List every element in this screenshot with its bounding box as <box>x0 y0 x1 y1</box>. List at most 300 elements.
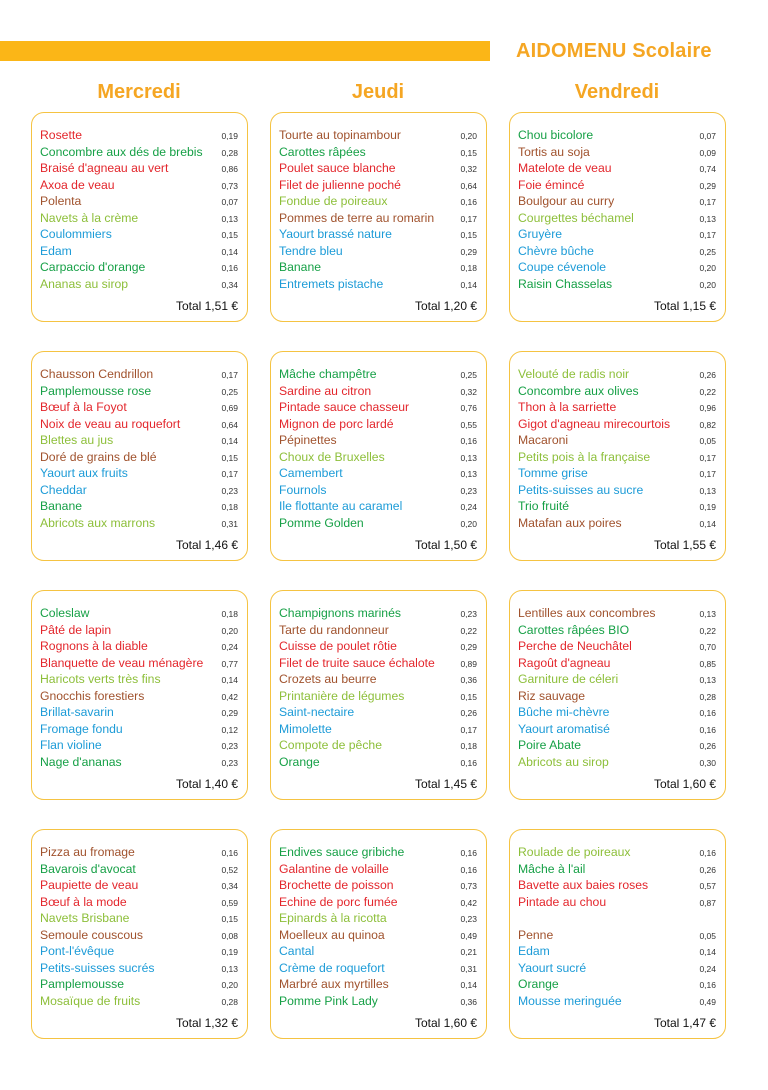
menu-item <box>518 177 716 194</box>
dish-price: 0,36 <box>460 675 477 685</box>
dish-name: Orange <box>279 754 320 769</box>
dish-name: Epinards à la ricotta <box>279 911 387 925</box>
dish-name: Pépinettes <box>279 433 337 447</box>
menu-item <box>279 927 477 944</box>
day-header-0: Mercredi <box>97 81 181 103</box>
dish-name: Brochette de poisson <box>279 878 394 892</box>
dish-name: Navets à la crème <box>40 210 139 225</box>
dish-name: Echine de porc fumée <box>279 894 398 909</box>
dish-name: Raisin Chasselas <box>518 276 613 291</box>
dish-price: 0,13 <box>699 609 716 619</box>
dish-name: Tomme grise <box>518 466 588 480</box>
dish-price: 0,24 <box>460 502 477 512</box>
dish-price: 0,05 <box>699 436 716 446</box>
dish-name: Fondue de poireaux <box>279 194 388 208</box>
dish-price: 0,16 <box>699 724 716 735</box>
menu-item <box>279 243 477 260</box>
dish-price: 0,18 <box>460 741 477 751</box>
dish-name: Saint-nectaire <box>279 705 355 719</box>
menu-item <box>518 243 716 260</box>
dish-name: Concombre aux dés de brebis <box>40 144 203 159</box>
menu-item <box>518 160 716 177</box>
day-total: Total 1,47 € <box>653 1016 716 1030</box>
dish-price: 0,14 <box>699 947 716 957</box>
dish-name: Printanière de légumes <box>279 688 405 703</box>
menu-item <box>279 177 477 194</box>
day-total: Total 1,20 € <box>414 299 477 313</box>
menu-item <box>518 861 716 878</box>
dish-price: 0,18 <box>460 263 477 273</box>
dish-name: Choux de Bruxelles <box>279 449 385 464</box>
dish-name: Tarte du randonneur <box>279 622 389 637</box>
dish-price: 0,23 <box>460 914 477 924</box>
dish-price: 0,20 <box>221 625 238 636</box>
menu-item <box>518 127 716 144</box>
menu-item <box>518 721 716 738</box>
dish-price: 0,17 <box>699 452 716 463</box>
menu-item <box>279 894 477 911</box>
dish-price: 0,14 <box>221 246 238 257</box>
menu-item <box>518 482 716 499</box>
dish-name: Edam <box>40 243 72 258</box>
menu-item <box>279 910 477 927</box>
menu-items <box>518 127 716 292</box>
dish-price: 0,15 <box>460 691 477 702</box>
dish-price: 0,16 <box>460 436 477 446</box>
dish-price: 0,49 <box>699 996 716 1007</box>
dish-name: Yaourt aux fruits <box>40 466 128 480</box>
menu-item <box>279 976 477 993</box>
menu-item <box>279 416 477 433</box>
menu-item <box>40 910 238 927</box>
dish-price: 0,96 <box>699 403 716 413</box>
menu-item <box>518 671 716 688</box>
menu-item <box>279 638 477 655</box>
dish-price: 0,77 <box>221 658 238 669</box>
dish-name: Chèvre bûche <box>518 243 594 258</box>
menu-item <box>279 861 477 878</box>
dish-name: Rosette <box>40 128 83 142</box>
dish-price: 0,14 <box>460 980 477 990</box>
dish-name: Macaroni <box>518 433 569 447</box>
dish-name: Abricots aux marrons <box>40 515 156 530</box>
day-total: Total 1,55 € <box>653 538 716 552</box>
day-total: Total 1,45 € <box>414 777 477 791</box>
dish-price: 0,09 <box>699 147 716 158</box>
dish-price: 0,12 <box>221 724 238 735</box>
dish-name: Mignon de porc lardé <box>279 416 394 431</box>
menu-item <box>279 877 477 894</box>
dish-price: 0,16 <box>699 980 716 990</box>
menu-card <box>31 590 248 800</box>
dish-name: Entremets pistache <box>279 276 384 291</box>
menu-item <box>40 276 238 293</box>
menu-item <box>518 399 716 416</box>
dish-price: 0,17 <box>699 197 716 207</box>
dish-price: 0,64 <box>221 419 238 430</box>
dish-name: Fournols <box>279 482 327 497</box>
dish-name: Concombre aux olives <box>518 383 639 398</box>
menu-item <box>40 515 238 532</box>
dish-price: 0,13 <box>699 675 716 685</box>
menu-items <box>279 844 477 1009</box>
dish-name: Tourte au topinambour <box>279 128 401 142</box>
menu-item <box>279 844 477 861</box>
dish-price: 0,17 <box>221 469 238 479</box>
dish-price: 0,05 <box>699 930 716 941</box>
dish-price: 0,19 <box>699 502 716 512</box>
menu-item <box>40 416 238 433</box>
menu-item <box>279 276 477 293</box>
brand-title: AIDOMENU Scolaire <box>516 40 712 62</box>
dish-price: 0,16 <box>221 848 238 858</box>
dish-price: 0,29 <box>221 708 238 718</box>
menu-item <box>279 144 477 161</box>
menu-item <box>40 877 238 894</box>
menu-item <box>279 688 477 705</box>
dish-price: 0,14 <box>221 436 238 446</box>
menu-item <box>518 622 716 639</box>
dish-price: 0,08 <box>221 930 238 941</box>
menu-item <box>40 449 238 466</box>
menu-item <box>40 704 238 721</box>
menu-items <box>40 366 238 531</box>
menu-card <box>31 112 248 322</box>
menu-item <box>40 226 238 243</box>
menu-item <box>518 943 716 960</box>
dish-price: 0,21 <box>460 947 477 957</box>
dish-name: Pâté de lapin <box>40 622 112 637</box>
dish-price: 0,17 <box>221 370 238 380</box>
dish-price: 0,42 <box>221 691 238 702</box>
dish-price: 0,20 <box>460 131 477 141</box>
dish-name: Velouté de radis noir <box>518 367 630 381</box>
dish-price: 0,24 <box>699 963 716 974</box>
dish-name: Banane <box>279 260 322 274</box>
menu-item <box>40 976 238 993</box>
dish-name: Carottes râpées BIO <box>518 622 630 637</box>
dish-name: Cheddar <box>40 482 87 497</box>
dish-name: Bavarois d'avocat <box>40 861 136 876</box>
menu-items <box>518 605 716 770</box>
menu-item <box>518 383 716 400</box>
menu-item <box>518 276 716 293</box>
dish-price: 0,22 <box>699 625 716 636</box>
dish-name: Crème de roquefort <box>279 960 385 975</box>
menu-item <box>40 482 238 499</box>
menu-item <box>279 226 477 243</box>
dish-name: Orange <box>518 977 559 991</box>
dish-name: Pintade au chou <box>518 894 607 909</box>
dish-price: 0,16 <box>699 848 716 858</box>
dish-price: 0,19 <box>221 131 238 141</box>
dish-name: Coleslaw <box>40 606 90 620</box>
menu-item <box>40 688 238 705</box>
dish-name: Pintade sauce chasseur <box>279 400 410 414</box>
menu-item <box>40 144 238 161</box>
menu-item <box>40 721 238 738</box>
dish-price: 0,89 <box>460 658 477 669</box>
dish-name: Nage d'ananas <box>40 754 122 769</box>
dish-price: 0,31 <box>221 518 238 529</box>
dish-name: Petits-suisses au sucre <box>518 482 644 497</box>
dish-name: Cuisse de poulet rôtie <box>279 639 397 653</box>
menu-item <box>518 432 716 449</box>
menu-items <box>279 366 477 531</box>
menu-item <box>518 960 716 977</box>
dish-name: Yaourt sucré <box>518 960 587 975</box>
dish-name: Navets Brisbane <box>40 911 130 925</box>
dish-name: Tortis au soja <box>518 144 590 159</box>
dish-price: 0,26 <box>460 708 477 718</box>
dish-name: Courgettes béchamel <box>518 210 634 225</box>
menu-item <box>518 976 716 993</box>
dish-name: Garniture de céleri <box>518 672 619 686</box>
dish-price: 0,59 <box>221 897 238 908</box>
dish-price: 0,16 <box>221 263 238 273</box>
menu-item <box>518 754 716 771</box>
dish-name: Abricots au sirop <box>518 754 609 769</box>
dish-price: 0,17 <box>460 213 477 224</box>
dish-name: Lentilles aux concombres <box>518 606 656 620</box>
dish-name: Roulade de poireaux <box>518 845 631 859</box>
menu-item <box>40 622 238 639</box>
menu-item <box>279 993 477 1010</box>
menu-item <box>279 432 477 449</box>
dish-name: Cantal <box>279 944 315 958</box>
day-total: Total 1,32 € <box>175 1016 238 1030</box>
dish-name: Pamplemousse rose <box>40 383 152 398</box>
day-total: Total 1,15 € <box>653 299 716 313</box>
dish-price: 0,76 <box>460 403 477 413</box>
dish-price: 0,20 <box>699 263 716 273</box>
dish-name: Poire Abate <box>518 738 582 752</box>
dish-name: Polenta <box>40 194 82 208</box>
dish-price: 0,22 <box>460 625 477 636</box>
menu-item <box>518 515 716 532</box>
dish-name: Riz sauvage <box>518 688 586 703</box>
dish-price: 0,23 <box>221 741 238 751</box>
dish-name: Boulgour au curry <box>518 194 615 208</box>
menu-card <box>509 590 726 800</box>
dish-name: Pont-l'évêque <box>40 944 115 958</box>
day-header-2: Vendredi <box>574 81 660 103</box>
dish-price: 0,20 <box>699 279 716 290</box>
dish-name: Perche de Neuchâtel <box>518 639 632 653</box>
dish-name: Endives sauce gribiche <box>279 845 405 859</box>
menu-item <box>279 655 477 672</box>
menu-item <box>40 861 238 878</box>
dish-price: 0,13 <box>699 213 716 224</box>
menu-item <box>279 671 477 688</box>
menu-item <box>518 638 716 655</box>
dish-price: 0,34 <box>221 279 238 290</box>
dish-price: 0,73 <box>221 180 238 191</box>
menu-item <box>40 844 238 861</box>
menu-item <box>279 482 477 499</box>
dish-name: Filet de julienne poché <box>279 177 401 192</box>
menu-item <box>518 894 716 911</box>
menu-item <box>279 210 477 227</box>
dish-price: 0,25 <box>460 370 477 380</box>
dish-name: Carpaccio d'orange <box>40 260 146 274</box>
dish-price: 0,23 <box>460 485 477 496</box>
dish-price: 0,26 <box>699 370 716 380</box>
menu-item <box>518 927 716 944</box>
dish-price: 0,26 <box>699 864 716 875</box>
menu-item <box>279 943 477 960</box>
dish-price: 0,15 <box>221 230 238 240</box>
dish-price: 0,17 <box>460 724 477 735</box>
menu-item <box>518 688 716 705</box>
dish-name: Galantine de volaille <box>279 861 389 876</box>
menu-item <box>279 127 477 144</box>
menu-item <box>279 704 477 721</box>
dish-name: Bœuf à la mode <box>40 894 127 909</box>
dish-name: Sardine au citron <box>279 383 372 398</box>
dish-price: 0,16 <box>460 197 477 207</box>
dish-name: Ile flottante au caramel <box>279 499 403 513</box>
menu-item <box>518 366 716 383</box>
dish-price: 0,29 <box>460 642 477 652</box>
dish-price: 0,24 <box>221 642 238 652</box>
dish-price: 0,19 <box>221 947 238 957</box>
dish-price: 0,22 <box>699 386 716 397</box>
menu-card <box>31 351 248 561</box>
dish-name: Crozets au beurre <box>279 672 377 686</box>
dish-name: Coulommiers <box>40 227 112 241</box>
dish-price: 0,16 <box>699 708 716 718</box>
dish-price: 0,32 <box>460 164 477 174</box>
dish-name: Banane <box>40 499 83 513</box>
dish-name: Thon à la sarriette <box>518 400 617 414</box>
menu-item <box>279 193 477 210</box>
dish-price: 0,07 <box>699 131 716 141</box>
dish-name: Poulet sauce blanche <box>279 161 396 175</box>
menu-item <box>40 259 238 276</box>
menu-item <box>40 210 238 227</box>
dish-name: Pizza au fromage <box>40 845 135 859</box>
dish-price: 0,42 <box>460 897 477 908</box>
menu-item <box>40 655 238 672</box>
day-total: Total 1,50 € <box>414 538 477 552</box>
dish-price: 0,29 <box>460 246 477 257</box>
dish-name: Chausson Cendrillon <box>40 367 154 381</box>
menu-item <box>40 399 238 416</box>
menu-item <box>279 160 477 177</box>
menu-item <box>518 416 716 433</box>
dish-price: 0,74 <box>699 164 716 174</box>
menu-item <box>40 383 238 400</box>
dish-price: 0,13 <box>221 213 238 224</box>
menu-item <box>40 943 238 960</box>
dish-price: 0,32 <box>460 386 477 397</box>
menu-item <box>40 366 238 383</box>
dish-price: 0,17 <box>699 230 716 240</box>
dish-name: Moelleux au quinoa <box>279 927 385 942</box>
header-accent-bar <box>0 41 490 61</box>
dish-name: Doré de grains de blé <box>40 449 157 464</box>
menu-item <box>279 622 477 639</box>
dish-price: 0,15 <box>221 914 238 924</box>
dish-name: Tendre bleu <box>279 243 343 258</box>
dish-price: 0,29 <box>699 180 716 191</box>
dish-price: 0,16 <box>460 864 477 875</box>
dish-price: 0,30 <box>699 757 716 768</box>
dish-price: 0,57 <box>699 881 716 891</box>
menu-item <box>518 737 716 754</box>
day-total: Total 1,51 € <box>175 299 238 313</box>
dish-name: Penne <box>518 927 554 942</box>
dish-price: 0,15 <box>460 230 477 240</box>
menu-items <box>279 605 477 770</box>
dish-name: Yaourt aromatisé <box>518 721 610 736</box>
dish-price: 0,73 <box>460 881 477 891</box>
menu-items <box>40 844 238 1009</box>
menu-item <box>40 993 238 1010</box>
menu-item <box>40 754 238 771</box>
dish-price: 0,18 <box>221 609 238 619</box>
menu-card <box>270 590 487 800</box>
dish-price: 0,25 <box>221 386 238 397</box>
menu-items <box>518 366 716 531</box>
menu-item <box>518 844 716 861</box>
dish-price: 0,15 <box>221 452 238 463</box>
dish-name: Bûche mi-chèvre <box>518 705 610 719</box>
menu-card <box>270 112 487 322</box>
dish-price: 0,87 <box>699 897 716 908</box>
menu-item <box>40 927 238 944</box>
dish-name: Blanquette de veau ménagère <box>40 655 204 670</box>
dish-name: Rognons à la diable <box>40 639 148 653</box>
dish-price: 0,18 <box>221 502 238 512</box>
menu-item <box>518 877 716 894</box>
dish-price: 0,25 <box>699 246 716 257</box>
dish-name: Compote de pêche <box>279 738 382 752</box>
dish-price: 0,07 <box>221 197 238 207</box>
dish-name: Pamplemousse <box>40 977 124 991</box>
menu-item <box>40 177 238 194</box>
menu-item <box>518 498 716 515</box>
dish-price: 0,64 <box>460 180 477 191</box>
dish-price: 0,36 <box>460 996 477 1007</box>
dish-name: Petits pois à la française <box>518 449 651 464</box>
menu-item <box>518 605 716 622</box>
menu-items <box>518 844 716 1009</box>
day-total: Total 1,60 € <box>414 1016 477 1030</box>
menu-item <box>40 432 238 449</box>
dish-name: Blettes au jus <box>40 433 114 447</box>
menu-item <box>518 910 716 927</box>
dish-name: Paupiette de veau <box>40 878 139 892</box>
dish-name: Haricots verts très fins <box>40 672 161 686</box>
dish-name: Gigot d'agneau mirecourtois <box>518 416 671 431</box>
dish-name: Pommes de terre au romarin <box>279 210 435 225</box>
day-header-1: Jeudi <box>351 81 405 103</box>
dish-price: 0,16 <box>460 848 477 858</box>
dish-name: Semoule couscous <box>40 927 143 942</box>
dish-name: Pomme Golden <box>279 515 364 530</box>
day-total: Total 1,46 € <box>175 538 238 552</box>
menu-item <box>518 193 716 210</box>
dish-price: 0,15 <box>460 147 477 158</box>
dish-name: Ragoût d'agneau <box>518 655 611 670</box>
menu-items <box>279 127 477 292</box>
menu-item <box>40 127 238 144</box>
dish-name: Camembert <box>279 466 343 480</box>
dish-price: 0,20 <box>460 518 477 529</box>
dish-name: Foie émincé <box>518 177 585 192</box>
